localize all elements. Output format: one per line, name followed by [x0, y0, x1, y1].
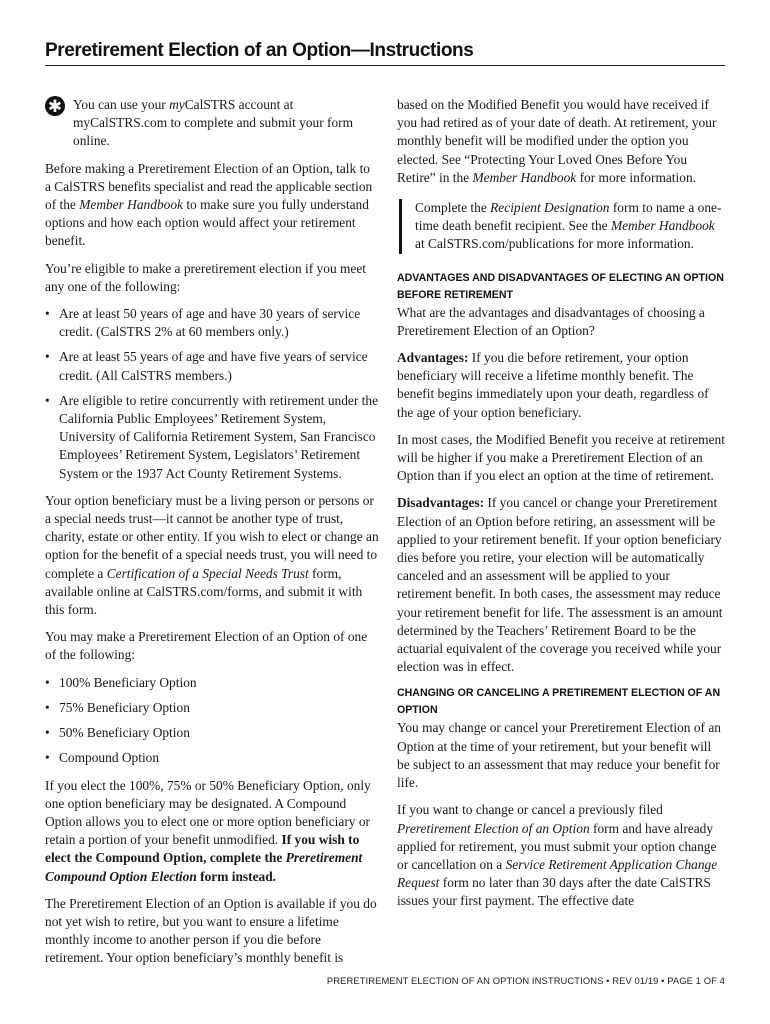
compound-paragraph: If you elect the 100%, 75% or 50% Beneficiary Option, only one option beneficiary may be designated. A Compound Option allows you to elect one or more option beneficiary or retain a portion of your benefit unmodified. If you wish to elect the Compound Option, complete the Preretirement Compound Option Election form instead. [45, 777, 371, 884]
right-column [397, 96, 727, 920]
eligibility-intro: You’re eligible to make a preretirement election if you meet any one of the following: [45, 260, 367, 294]
options-intro: You may make a Preretirement Election of an Option of one of the following: [45, 629, 368, 663]
beneficiary-paragraph: Your option beneficiary must be a living person or persons or a special needs trust—it cannot be another type of trust, charity, estate or other entity. If you wish to elect or change an option for the benefit of a special needs trust, you will need to complete a Certification of a Special Needs Trust form, available online at CalSTRS.com/forms, and submit it with this form. [45, 492, 379, 618]
page-title: Preretirement Election of an Option—Instructions [45, 40, 725, 66]
change-cancel-paragraph: You may change or cancel your Preretirement Election of an Option at the time of your retirement, but your benefit will be subject to an assessment that may reduce your benefit for life. [397, 720, 721, 791]
list-item: • Compound Option [45, 750, 160, 766]
modified-benefit-higher-paragraph: In most cases, the Modified Benefit you receive at retirement will be higher if you make a Preretirement Election of an Option than if you elect an option at the time of retirement. [397, 431, 725, 484]
section-heading-advantages: ADVANTAGES AND DISADVANTAGES OF ELECTING AN OPTION BEFORE RETIREMENT [397, 271, 724, 301]
section-heading-changing: CHANGING OR CANCELING A PRETIREMENT ELECTION OF AN OPTION [397, 687, 721, 717]
left-column [45, 96, 379, 977]
list-item: • 50% Beneficiary Option [45, 725, 190, 741]
change-request-paragraph: If you want to change or cancel a previously filed Preretirement Election of an Option form and have already applied for retirement, you must submit your option change or cancellation on a Service Retirement Application Change Request form no later than 30 days after the date CalSTRS issues your first payment. The effective date [397, 802, 718, 909]
availability-paragraph: The Preretirement Election of an Option is available if you do not yet wish to retire, but you want to ensure a lifetime monthly income to another person if you die before retirement. Your option beneficiary’s monthly benefit is [45, 895, 377, 966]
list-item: • Are at least 50 years of age and have 30 years of service credit. (CalSTRS 2% at 60 members only.) [45, 306, 361, 340]
list-item: • 75% Beneficiary Option [45, 699, 190, 715]
asterisk-icon: ✱ [45, 96, 65, 116]
page-footer: PRERETIREMENT ELECTION OF AN OPTION INSTRUCTIONS • REV 01/19 • PAGE 1 OF 4 [326, 975, 725, 986]
advantages-paragraph: Advantages: If you die before retirement, your option beneficiary will receive a lifetime monthly benefit. The benefit begins immediately upon your death, regardless of the age of your option beneficiary. [397, 350, 709, 420]
list-item: • Are at least 55 years of age and have five years of service credit. (All CalSTRS members.) [45, 349, 368, 383]
disadvantages-paragraph: Disadvantages: If you cancel or change your Preretirement Election of an Option before retiring, an assessment will be applied to your retirement benefit. If your option beneficiary dies before you retire, your election will be automatically canceled and an assessment will be applied to your retirement benefit. In both cases, the assessment may reduce your retirement benefit for life. The assessment is an amount determined by the Teachers’ Retirement Board to be the actuarial equivalent of the coverage you received while your election was in effect. [397, 495, 723, 675]
list-item: • Are eligible to retire concurrently with retirement under the California Public Employees’ Retirement System, University of California Retirement System, San Francisco Employees’ Retirement System, Legislators’ Retirement System or the 1937 Act County Retirement Systems. [45, 392, 379, 481]
modified-benefit-paragraph: based on the Modified Benefit you would have received if you had retired as of your date of death. At retirement, your monthly benefit will be modified under the option you elected. See “Protecting Your Loved Ones Before You Retire” in the Member Handbook for more information. [397, 97, 717, 185]
eligibility-list [45, 305, 379, 483]
list-item: • 100% Beneficiary Option [45, 674, 197, 690]
advantages-question: What are the advantages and disadvantages of choosing a Preretirement Election of an Option? [397, 304, 705, 338]
intro-paragraph: Before making a Preretirement Election of an Option, talk to a CalSTRS benefits specialist and read the applicable section of the Member Handbook to make sure you fully understand options and how each option would affect your retirement benefit. [45, 160, 373, 249]
online-note: ✱ You can use your myCalSTRS account at myCalSTRS.com to complete and submit your form online. [45, 96, 379, 151]
options-list [45, 674, 379, 768]
recipient-callout: Complete the Recipient Designation form to name a one-time death benefit recipient. See the Member Handbook at CalSTRS.com/publications for more information. [399, 199, 727, 254]
